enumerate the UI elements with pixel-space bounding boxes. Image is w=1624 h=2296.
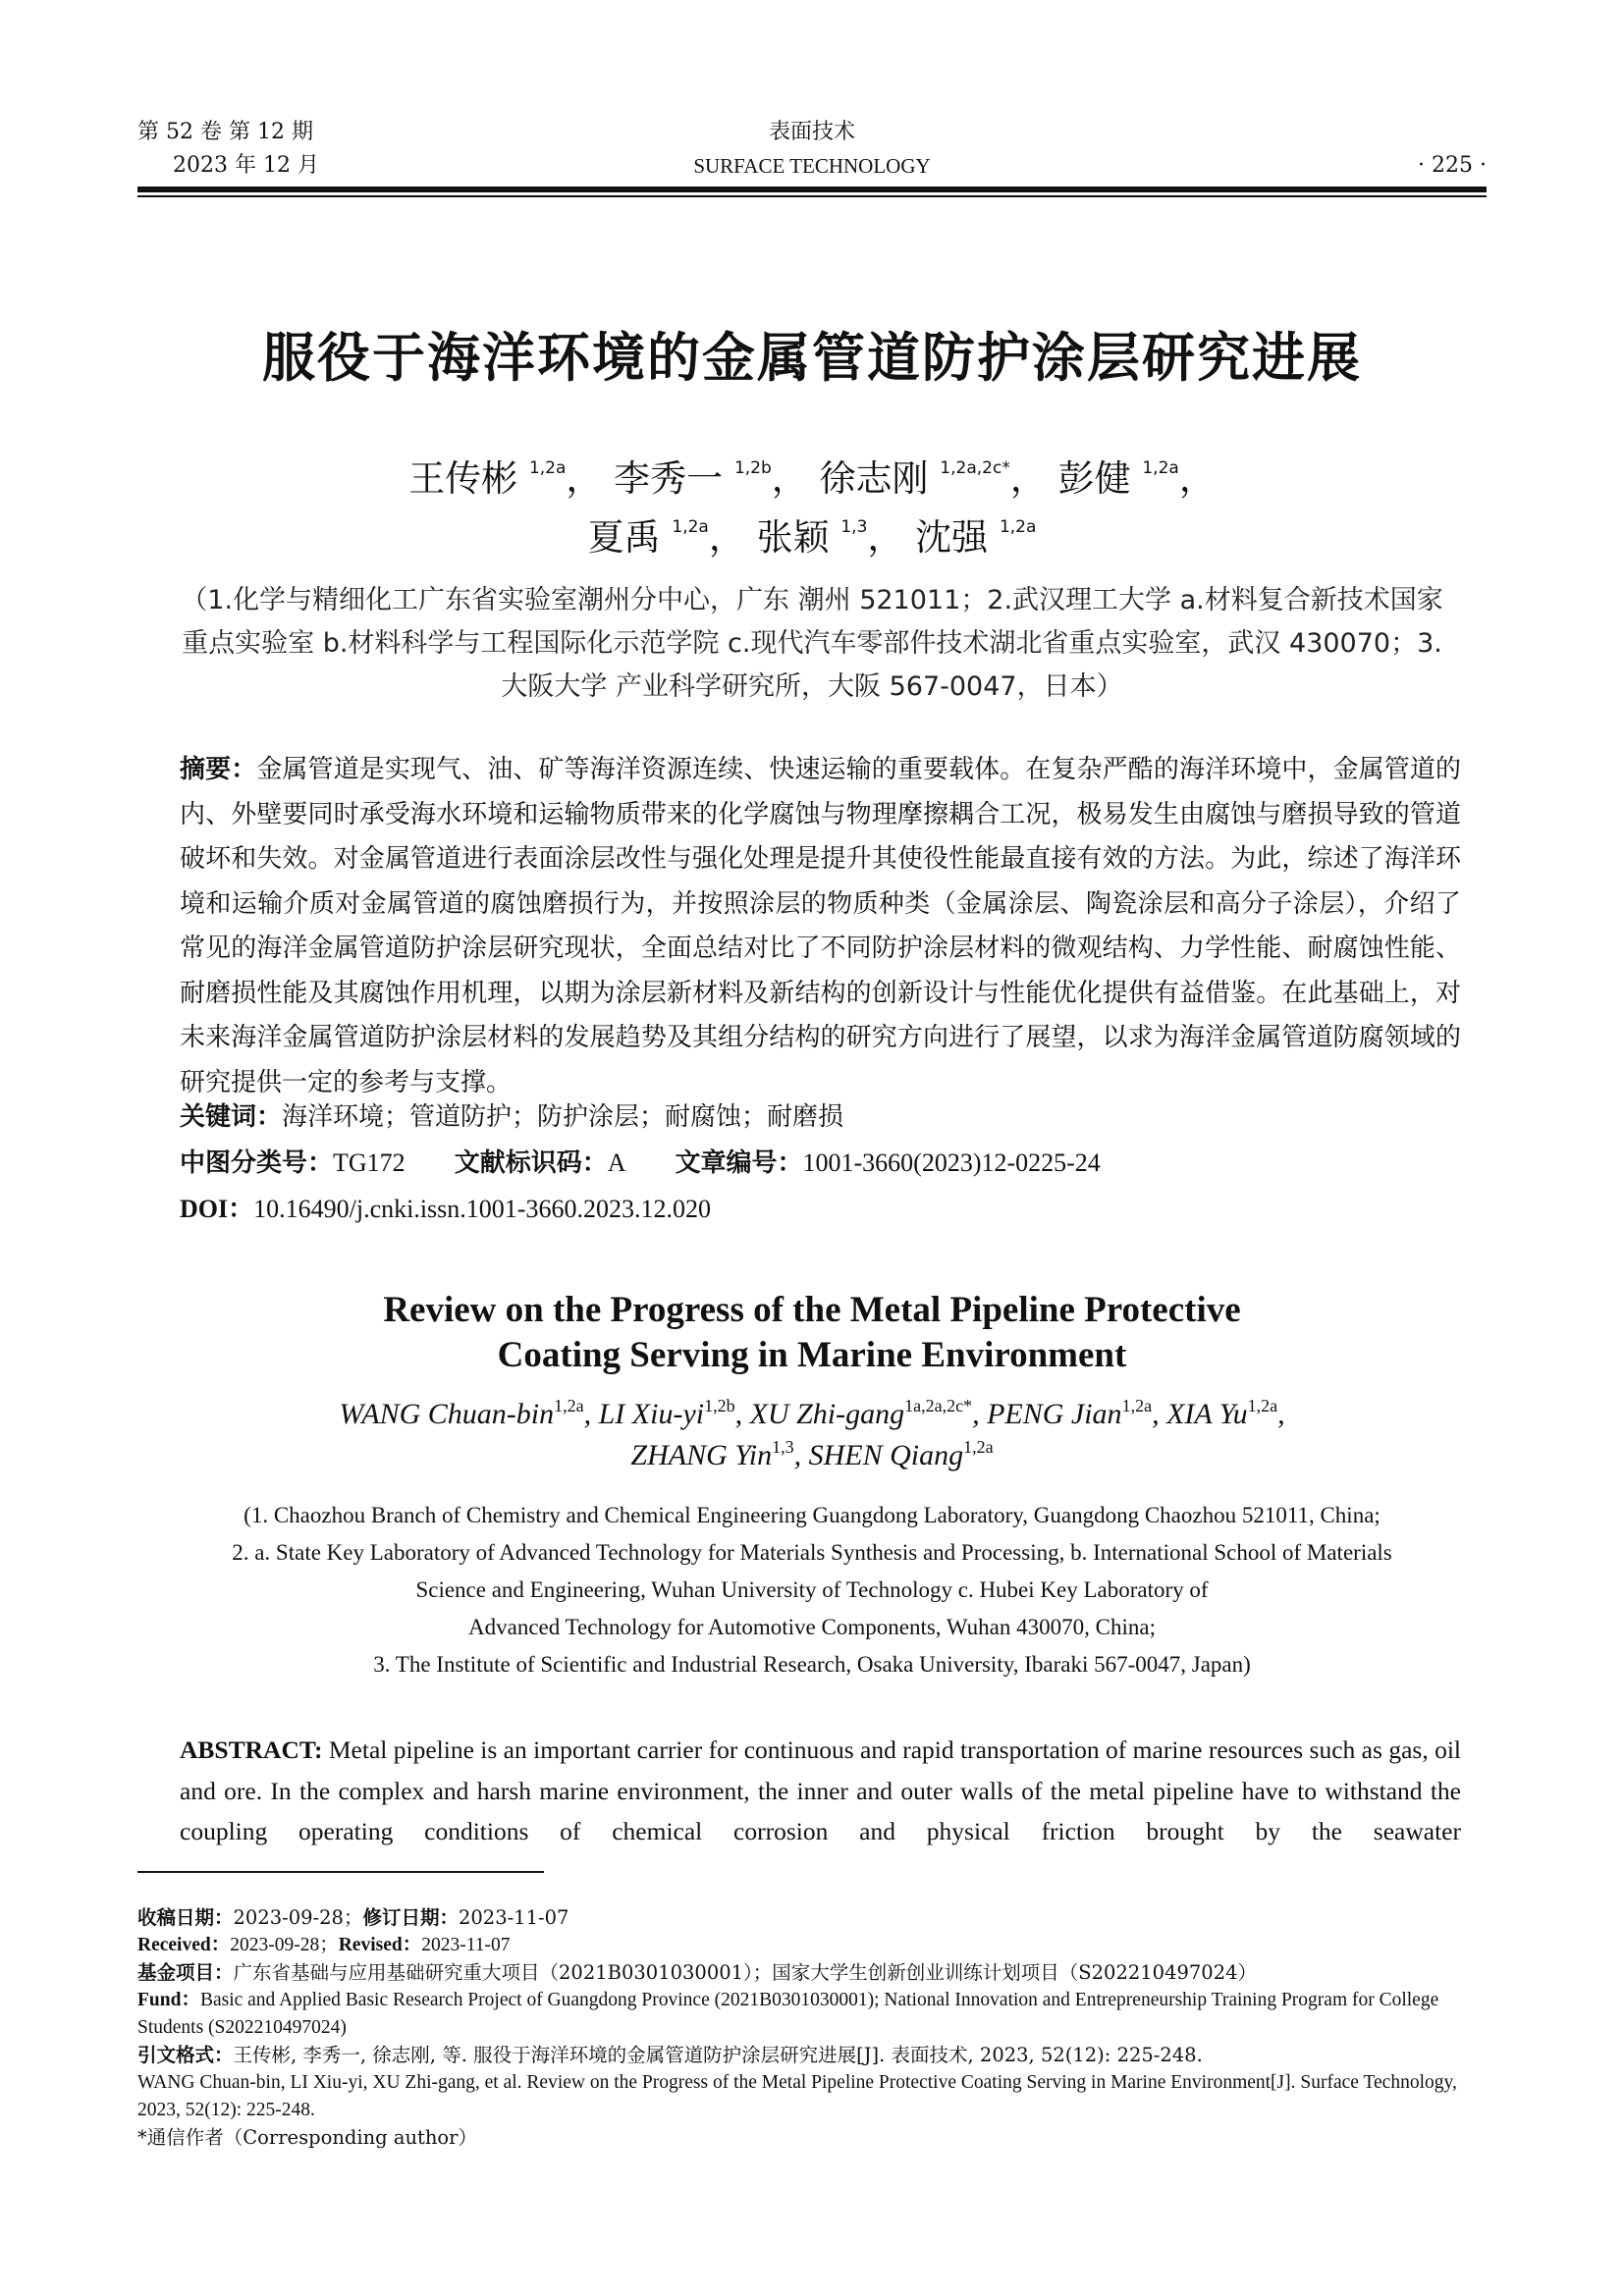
author-line-cn-1 xyxy=(137,450,1487,508)
affiliation-en-line: (1. Chaozhou Branch of Chemistry and Chemical Engineering Guangdong Laboratory, Guangdong Chaozhou 521011, China; xyxy=(244,1503,1380,1527)
author-en: PENG Jian$^{1,2a}$, xyxy=(987,1396,1167,1430)
author-cn: 李秀一 $^{1,2b}$， xyxy=(614,457,808,500)
clc-label: 中图分类号： xyxy=(180,1148,334,1178)
article-number-value: 1001-3660(2023)12-0225-24 xyxy=(802,1148,1101,1177)
affiliation-cn: （1.化学与精细化工广东省实验室潮州分中心，广东 潮州 521011；2.武汉理工大学 a.材料复合新技术国家重点实验室 b.材料科学与工程国际化示范学院 c.现代汽车零部件技术湖北省重点实验室，武汉 430070；3.大阪大学 产业科学研究所，大阪 567-0047，日本） xyxy=(181,585,1443,702)
keywords-text: 海洋环境；管道防护；防护涂层；耐腐蚀；耐磨损 xyxy=(282,1102,844,1132)
author-list-cn xyxy=(137,450,1487,567)
footnotes xyxy=(137,1904,1496,2152)
paper-title-en xyxy=(137,1288,1487,1378)
doi-line xyxy=(180,1190,1461,1229)
volume-issue: 第 52 卷 第 12 期 xyxy=(137,120,313,144)
footnote-fund-en: Fund：Basic and Applied Basic Research Project of Guangdong Province (2021B0301030001); National Innovation and Entrepreneurship Training Program for College Students (S202210497024) xyxy=(137,1990,1439,2038)
issue-date: 2023 年 12 月 xyxy=(173,153,319,178)
author-cn: 徐志刚 $^{1,2a,2c*}$， xyxy=(819,457,1047,500)
keywords-label: 关键词： xyxy=(180,1102,283,1132)
abstract-text-cn: 金属管道是实现气、油、矿等海洋资源连续、快速运输的重要载体。在复杂严酷的海洋环境中，金属管道的内、外壁要同时承受海水环境和运输物质带来的化学腐蚀与物理摩擦耦合工况，极易发生由腐蚀与磨损导致的管道破坏和失效。对金属管道进行表面涂层改性与强化处理是提升其使役性能最直接有效的方法。为此，综述了海洋环境和运输介质对金属管道的腐蚀磨损行为，并按照涂层的物质种类（金属涂层、陶瓷涂层和高分子涂层），介绍了常见的海洋金属管道防护涂层研究现状，全面总结对比了不同防护涂层材料的微观结构、力学性能、耐腐蚀性能、耐磨损性能及其腐蚀作用机理，以期为涂层新材料及新结构的创新设计与性能优化提供有益借鉴。在此基础上，对未来海洋金属管道防护涂层材料的发展趋势及其组分结构的研究方向进行了展望，以求为海洋金属管道防腐领域的研究提供一定的参考与支撑。 xyxy=(180,755,1461,1097)
journal-name-en: SURFACE TECHNOLOGY xyxy=(693,154,931,178)
keywords-cn xyxy=(180,1097,1461,1137)
footnote-citation-en: WANG Chuan-bin, LI Xiu-yi, XU Zhi-gang, et al. Review on the Progress of the Metal Pipeline Protective Coating Serving in Marine Environment[J]. Surface Technology, 2023, 52(12): 225-248. xyxy=(137,2072,1457,2120)
paper-title-cn: 服役于海洋环境的金属管道防护涂层研究进展 xyxy=(262,327,1362,389)
abstract-cn xyxy=(180,748,1461,1105)
journal-name-cn: 表面技术 xyxy=(768,120,855,144)
doi-value[interactable]: 10.16490/j.cnki.issn.1001-3660.2023.12.020 xyxy=(253,1195,711,1223)
footnote-citation-cn: 引文格式：王传彬, 李秀一, 徐志刚, 等. 服役于海洋环境的金属管道防护涂层研究进展[J]. 表面技术, 2023, 52(12): 225-248. xyxy=(137,2044,1203,2066)
author-en: ZHANG Yin$^{1,3}$, xyxy=(630,1437,809,1471)
abstract-text-en: Metal pipeline is an important carrier for continuous and rapid transportation of marine resources such as gas, oil and ore. In the complex and harsh marine environment, the inner and outer walls of the metal pipeline have to withstand the coupling operating conditions of chemical corrosion and physical friction brought by the seawater xyxy=(180,1735,1462,1845)
author-cn: 沈强 $^{1,2a}$ xyxy=(915,516,1037,559)
author-en: XIA $Yu^{1,2a}$, xyxy=(1166,1396,1285,1430)
author-cn: 彭健 $^{1,2a}$， xyxy=(1057,457,1216,500)
footnote-fund-cn: 基金项目：广东省基础与应用基础研究重大项目（2021B0301030001）；国家大学生创新创业训练计划项目（S202210497024） xyxy=(137,1961,1258,1984)
abstract-en xyxy=(180,1730,1461,1852)
footnote-dates-cn: 收稿日期：2023-09-28；修订日期：2023-11-07 xyxy=(137,1906,569,1929)
header-rule-thin xyxy=(137,195,1487,197)
author-cn: 张颖 $^{1,3}$， xyxy=(756,516,904,559)
author-en: WANG Chuan-bin$^{1,2a}$, xyxy=(339,1396,599,1430)
running-header xyxy=(137,116,1487,188)
doc-code-label: 文献标识码： xyxy=(454,1148,608,1178)
footnote-dates-en: Received：2023-09-28；Revised：2023-11-07 xyxy=(137,1935,511,1955)
author-en: XU Zhi-gang$^{1a,2a,2c*}$, xyxy=(749,1396,988,1430)
header-journal xyxy=(137,116,1487,183)
doi-label: DOI： xyxy=(180,1195,254,1223)
abstract-label-en: ABSTRACT: xyxy=(180,1735,323,1764)
classification-line xyxy=(180,1144,1461,1183)
author-line-en-2 xyxy=(137,1435,1487,1476)
author-list-en xyxy=(137,1394,1487,1476)
affiliation-en xyxy=(157,1497,1467,1683)
article-number-label: 文章编号： xyxy=(675,1148,803,1178)
doc-code-value: A xyxy=(607,1148,626,1177)
author-cn: 王传彬 $^{1,2a}$， xyxy=(408,457,603,500)
affiliation-en-line: 3. The Institute of Scientific and Industrial Research, Osaka University, Ibaraki 567-0047, Japan) xyxy=(373,1652,1251,1677)
author-line-cn-2 xyxy=(137,508,1487,567)
title-en-line-1: Review on the Progress of the Metal Pipeline Protective xyxy=(383,1290,1241,1330)
author-en: SHEN Qiang$^{1,2a}$ xyxy=(808,1437,994,1471)
author-cn: 夏禹 $^{1,2a}$， xyxy=(587,516,745,559)
affiliation-en-line: Advanced Technology for Automotive Components, Wuhan 430070, China; xyxy=(468,1615,1156,1639)
abstract-label-cn: 摘要： xyxy=(180,755,257,784)
footnote-rule xyxy=(137,1871,544,1873)
page-number: · 225 · xyxy=(1418,153,1487,178)
footnote-corresponding: *通信作者（Corresponding author） xyxy=(137,2126,477,2149)
author-line-en-1 xyxy=(137,1394,1487,1435)
header-rule-thick xyxy=(137,187,1487,192)
clc-value: TG172 xyxy=(333,1148,406,1177)
affiliation-en-line: Science and Engineering, Wuhan University of Technology c. Hubei Key Laboratory of xyxy=(415,1577,1209,1602)
affiliation-en-line: 2. a. State Key Laboratory of Advanced Technology for Materials Synthesis and Processing, b. International School of Materials xyxy=(232,1540,1392,1565)
author-en: LI Xiu-$yi^{1,2b}$, xyxy=(598,1396,750,1430)
title-en-line-2: Coating Serving in Marine Environment xyxy=(497,1335,1127,1375)
